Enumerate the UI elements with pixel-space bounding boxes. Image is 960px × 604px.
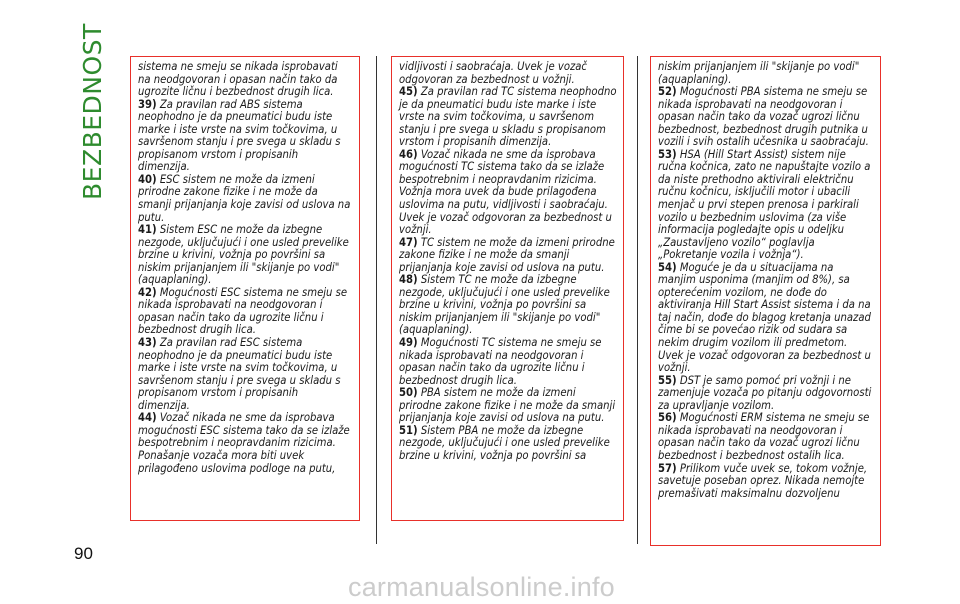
warning-paragraph <box>399 86 617 149</box>
warning-paragraph <box>399 425 617 463</box>
warning-text: PBA sistem ne može da izmeni prirodne zakone fizike i ne može da smanji prijanjanja koje zavisi od uslova na putu. <box>399 386 616 425</box>
column-divider <box>376 56 377 544</box>
warning-text: Mogućnosti ESC sistema ne smeju se nikada isprobavati na neodgovoran i opasan način tako da ugrozite ličnu i bezbednost drugih lica. <box>138 285 348 337</box>
warning-number: 46) <box>399 147 418 161</box>
warning-text: DST je samo pomoć pri vožnji i ne zamenjuje vozača po pitanju odgovornosti za upravljanje vozilom. <box>658 373 872 412</box>
warning-text: Sistem PBA ne može da izbegne nezgode, uključujući i one usled prevelike brzine u krivini, vožnja po površini sa <box>399 423 610 462</box>
warning-number: 40) <box>138 172 157 186</box>
warning-text: niskim prijanjanjem ili "skijanje po vodi" (aquaplaning). <box>658 60 860 86</box>
warning-text: Moguće je da u situacijama na manjim usponima (manjim od 8%), sa opterećenim vozilom, ne dođe do aktiviranja Hill Start Assist sistema i da na taj način, dođe do blagog kretanja unazad čime bi se povećao rizik od sudara sa nekim drugim vozilom ili predmetom. Uvek je vozač odgovoran za bezbednost u vožnji. <box>658 260 871 375</box>
warning-number: 42) <box>138 285 157 299</box>
page-number: 90 <box>74 544 93 563</box>
warning-paragraph <box>399 274 617 337</box>
warning-paragraph <box>399 61 617 86</box>
warning-number: 50) <box>399 386 418 400</box>
warning-paragraph <box>399 337 617 387</box>
warning-text: Prilikom vuče uvek se, tokom vožnje, savetuje poseban oprez. Nikada nemojte premašivati maksimalnu dozvoljenu <box>658 461 868 500</box>
warning-text: Za pravilan rad TC sistema neophodno je da pneumatici budu iste marke i iste vrste na svim točkovima, u savršenom stanju i pre svega u skladu s propisanom vrstom i propisanih dimenzija. <box>399 85 617 149</box>
warning-number: 57) <box>658 461 677 475</box>
warning-paragraph <box>658 412 874 462</box>
warning-number: 47) <box>399 235 418 249</box>
warning-number: 52) <box>658 85 677 99</box>
warning-paragraph <box>138 224 353 287</box>
warning-paragraph <box>658 375 874 413</box>
warning-number: 53) <box>658 147 677 161</box>
warning-text: Mogućnosti PBA sistema ne smeju se nikada isprobavati na neodgovoran i opasan način tako da vozač ugrozi ličnu bezbednost, bezbednost drugih putnika u vozili i svih ostalih učesnika u saobraćaju. <box>658 85 869 149</box>
warning-paragraph <box>658 61 874 86</box>
warning-number: 55) <box>658 373 677 387</box>
warning-paragraph <box>138 337 353 412</box>
warning-paragraph <box>138 99 353 174</box>
warning-text: Mogućnosti TC sistema ne smeju se nikada isprobavati na neodgovoran i opasan način tako da ugrozite ličnu i bezbednost drugih lica. <box>399 336 602 387</box>
warning-number: 56) <box>658 411 677 425</box>
warning-text: Mogućnosti ERM sistema ne smeju se nikada isprobavati na neodgovoran i opasan način tako da vozač ugrozi ličnu bezbednost i bezbednost ostalih lica. <box>658 411 870 462</box>
warning-text: sistema ne smeju se nikada isprobavati na neodgovoran i opasan način tako da ugrozite ličnu i bezbednost drugih lica. <box>138 60 338 99</box>
warning-text: HSA (Hill Start Assist) sistem nije ručna kočnica, zato ne napuštajte vozilo a da niste prethodno aktivirali električnu ručnu kočnicu, isključili motor i ubacili menjač u prvi stepen prenosa i parkirali vozilo u bezbednim uslovima (za više informacija pogledajte opis u odeljku „Zaustavljeno vozilo“ poglavlja „Pokretanje vozila i vožnja“). <box>658 147 871 262</box>
watermark: carmanualsonline.info <box>348 572 615 602</box>
warning-number: 44) <box>138 411 157 425</box>
warning-text: Sistem TC ne može da izbegne nezgode, uključujući i one usled prevelike brzine u krivini, vožnja po površini sa niskim prijanjanjem ili "skijanje po vodi" (aquaplaning). <box>399 273 610 337</box>
warning-number: 39) <box>138 97 157 111</box>
text-column-1 <box>130 56 360 521</box>
warning-paragraph <box>138 174 353 224</box>
warning-paragraph <box>399 237 617 275</box>
warning-text: vidljivosti i saobraćaja. Uvek je vozač odgovoran za bezbednost u vožnji. <box>399 60 587 86</box>
section-title-text: BEZBEDNOST <box>78 23 107 200</box>
warning-paragraph <box>138 61 353 99</box>
warning-text: Vozač nikada ne sme da isprobava mogućnosti ESC sistema tako da se izlaže bespotrebnim i neopravdanim rizicima. Ponašanje vozača mora biti uvek prilagođeno uslovima podloge na putu, <box>138 411 350 475</box>
warning-number: 41) <box>138 223 157 237</box>
warning-paragraph <box>399 387 617 425</box>
warning-paragraph <box>138 287 353 337</box>
warning-number: 43) <box>138 336 157 350</box>
warning-text: Za pravilan rad ABS sistema neophodno je da pneumatici budu iste marke i iste vrste na svim točkovima, u savršenom stanju i pre svega u skladu s propisanom vrstom i propisanih dimenzija. <box>138 97 341 174</box>
warning-number: 54) <box>658 260 677 274</box>
warning-paragraph <box>138 412 353 475</box>
warning-text: Za pravilan rad ESC sistema neophodno je da pneumatici budu iste marke i iste vrste na svim točkovima, u savršenom stanju i pre svega u skladu s propisanom vrstom i propisanih dimenzija. <box>138 336 341 412</box>
text-column-2 <box>391 56 624 521</box>
section-title <box>78 23 108 200</box>
warning-text: TC sistem ne može da izmeni prirodne zakone fizike i ne može da smanji prijanjanja koje zavisi od uslova na putu. <box>399 235 615 274</box>
warning-text: Sistem ESC ne može da izbegne nezgode, uključujući i one usled prevelike brzine u krivini, vožnja po površini sa niskim prijanjanjem ili "skijanje po vodi" (aquaplaning). <box>138 223 349 287</box>
warning-text: Vozač nikada ne sme da isprobava mogućnosti TC sistema tako da se izlaže bespotrebnim i neopravdanim rizicima. Vožnja mora uvek da bude prilagođena uslovima na putu, vidljivosti i saobraćaju. Uvek je vozač odgovoran za bezbednost u vožnji. <box>399 147 612 237</box>
warning-number: 51) <box>399 423 418 437</box>
warning-number: 49) <box>399 336 418 350</box>
warning-number: 45) <box>399 85 418 99</box>
warning-number: 48) <box>399 273 418 287</box>
warning-paragraph <box>658 463 874 501</box>
warning-paragraph <box>658 149 874 262</box>
warning-paragraph <box>658 262 874 375</box>
column-divider <box>637 56 638 544</box>
warning-paragraph <box>658 86 874 149</box>
text-column-3 <box>650 56 881 546</box>
warning-paragraph <box>399 149 617 237</box>
warning-text: ESC sistem ne može da izmeni prirodne zakone fizike i ne može da smanji prijanjanja koje zavisi od uslova na putu. <box>138 172 351 224</box>
